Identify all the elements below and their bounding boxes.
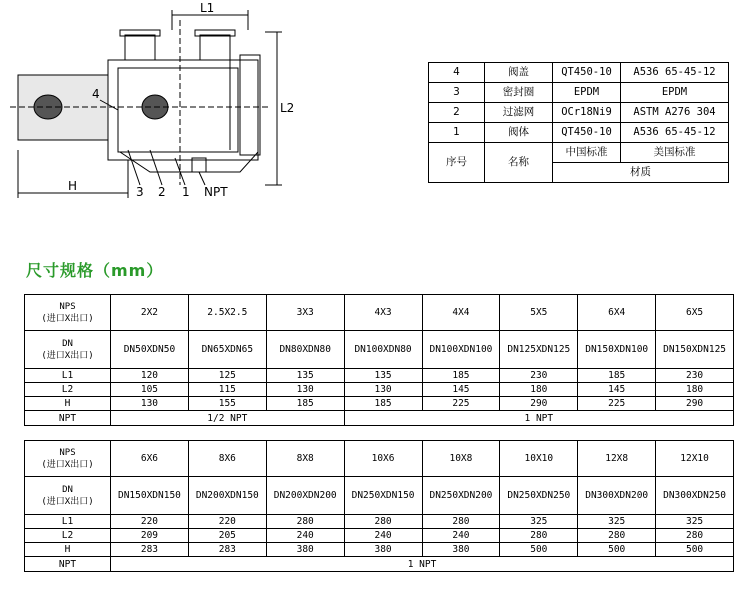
nps-cell: 12X10 [656,441,734,477]
nps-label-sub: (进口X出口) [41,313,94,324]
h-cell: 500 [578,543,656,557]
part-2-label: 2 [158,185,166,199]
dn-label-sub: (进口X出口) [41,496,94,507]
npt-cell: 1 NPT [344,411,733,426]
dim-h-label: H [68,179,78,193]
l2-cell: 180 [656,383,734,397]
dn-cell: DN100XDN80 [344,331,422,369]
table-row [429,123,729,143]
table-row [429,103,729,123]
dn-cell: DN150XDN100 [578,331,656,369]
l1-cell: 280 [266,515,344,529]
l1-cell: 185 [578,369,656,383]
l2-cell: 145 [422,383,500,397]
npt-label: NPT [25,557,111,572]
dn-label-text: DN [62,338,73,349]
h-cell: 185 [344,397,422,411]
h-cell: 380 [266,543,344,557]
dn-cell: DN125XDN125 [500,331,578,369]
l1-label: L1 [25,369,111,383]
part-4-label: 4 [92,87,100,101]
dim-l2-label: L2 [280,101,295,115]
dn-cell: DN65XDN65 [188,331,266,369]
nps-cell: 6X6 [111,441,189,477]
table-header-row [429,143,729,163]
us-standard: A536 65-45-12 [621,123,729,143]
l1-cell: 325 [500,515,578,529]
nps-cell: 8X6 [188,441,266,477]
h-cell: 225 [578,397,656,411]
dn-cell: DN200XDN200 [266,477,344,515]
npt-cell: 1/2 NPT [111,411,345,426]
table-row [429,83,729,103]
dn-cell: DN80XDN80 [266,331,344,369]
l2-row [25,383,734,397]
l1-cell: 220 [188,515,266,529]
part-name: 密封圈 [485,83,553,103]
nps-label [25,295,111,331]
dn-cell: DN50XDN50 [111,331,189,369]
l1-label: L1 [25,515,111,529]
l2-cell: 280 [500,529,578,543]
us-standard: ASTM A276 304 [621,103,729,123]
cn-standard: OCr18Ni9 [553,103,621,123]
l2-cell: 180 [500,383,578,397]
materials-table [428,62,729,183]
l2-label: L2 [25,529,111,543]
l1-row [25,515,734,529]
h-label: H [25,397,111,411]
l2-cell: 240 [422,529,500,543]
nps-cell: 4X4 [422,295,500,331]
part-no: 1 [429,123,485,143]
header-material: 材质 [553,163,729,183]
l2-cell: 130 [344,383,422,397]
part-name: 过滤网 [485,103,553,123]
l1-cell: 185 [422,369,500,383]
l1-cell: 125 [188,369,266,383]
table-row [429,63,729,83]
header-name: 名称 [485,143,553,183]
l1-cell: 230 [656,369,734,383]
nps-cell: 6X4 [578,295,656,331]
h-cell: 155 [188,397,266,411]
part-no: 3 [429,83,485,103]
nps-cell: 8X8 [266,441,344,477]
h-cell: 185 [266,397,344,411]
h-cell: 290 [656,397,734,411]
us-standard: EPDM [621,83,729,103]
part-no: 2 [429,103,485,123]
part-3-label: 3 [136,185,144,199]
l2-row [25,529,734,543]
us-standard: A536 65-45-12 [621,63,729,83]
l2-cell: 280 [578,529,656,543]
nps-cell: 12X8 [578,441,656,477]
dn-row [25,331,734,369]
l1-cell: 230 [500,369,578,383]
l1-cell: 220 [111,515,189,529]
h-cell: 380 [344,543,422,557]
dn-cell: DN200XDN150 [188,477,266,515]
l1-cell: 325 [578,515,656,529]
l1-row [25,369,734,383]
dn-label [25,331,111,369]
npt-row [25,557,734,572]
dimension-table-2 [24,440,734,572]
nps-cell: 4X3 [344,295,422,331]
nps-cell: 3X3 [266,295,344,331]
nps-label-text: NPS [59,301,76,312]
nps-cell: 2X2 [111,295,189,331]
part-no: 4 [429,63,485,83]
nps-cell: 10X10 [500,441,578,477]
h-row [25,543,734,557]
dimension-table-1 [24,294,734,426]
dn-cell: DN250XDN200 [422,477,500,515]
h-cell: 283 [111,543,189,557]
dn-label-text: DN [62,484,73,495]
nps-label-sub: (进口X出口) [41,459,94,470]
dn-cell: DN300XDN250 [656,477,734,515]
npt-row [25,411,734,426]
l1-cell: 280 [422,515,500,529]
h-cell: 500 [500,543,578,557]
h-row [25,397,734,411]
part-name: 阀盖 [485,63,553,83]
nps-row [25,295,734,331]
nps-label [25,441,111,477]
l2-cell: 240 [266,529,344,543]
npt-label: NPT [204,185,228,199]
l1-cell: 325 [656,515,734,529]
dn-label-sub: (进口X出口) [41,350,94,361]
nps-label-text: NPS [59,447,76,458]
dn-cell: DN150XDN150 [111,477,189,515]
dn-cell: DN250XDN250 [500,477,578,515]
l2-cell: 240 [344,529,422,543]
l1-cell: 120 [111,369,189,383]
header-no: 序号 [429,143,485,183]
header-cn: 中国标准 [553,143,621,163]
dn-label [25,477,111,515]
dn-row [25,477,734,515]
dim-l1-label: L1 [200,1,215,15]
h-cell: 290 [500,397,578,411]
l1-cell: 280 [344,515,422,529]
cn-standard: QT450-10 [553,63,621,83]
nps-cell: 10X8 [422,441,500,477]
section-title: 尺寸规格（mm） [26,261,164,280]
cn-standard: QT450-10 [553,123,621,143]
l1-cell: 135 [344,369,422,383]
l2-cell: 145 [578,383,656,397]
dn-cell: DN150XDN125 [656,331,734,369]
nps-cell: 2.5X2.5 [188,295,266,331]
h-cell: 500 [656,543,734,557]
l1-cell: 135 [266,369,344,383]
h-cell: 283 [188,543,266,557]
npt-cell: 1 NPT [111,557,734,572]
nps-cell: 6X5 [656,295,734,331]
l2-cell: 105 [111,383,189,397]
l2-cell: 280 [656,529,734,543]
h-cell: 225 [422,397,500,411]
npt-label: NPT [25,411,111,426]
nps-cell: 10X6 [344,441,422,477]
l2-label: L2 [25,383,111,397]
strainer-drawing [0,0,300,215]
nps-row [25,441,734,477]
dn-cell: DN250XDN150 [344,477,422,515]
h-label: H [25,543,111,557]
h-cell: 130 [111,397,189,411]
cn-standard: EPDM [553,83,621,103]
l2-cell: 209 [111,529,189,543]
header-us: 美国标准 [621,143,729,163]
h-cell: 380 [422,543,500,557]
l2-cell: 205 [188,529,266,543]
part-1-label: 1 [182,185,190,199]
l2-cell: 115 [188,383,266,397]
part-name: 阀体 [485,123,553,143]
dn-cell: DN300XDN200 [578,477,656,515]
l2-cell: 130 [266,383,344,397]
nps-cell: 5X5 [500,295,578,331]
dn-cell: DN100XDN100 [422,331,500,369]
